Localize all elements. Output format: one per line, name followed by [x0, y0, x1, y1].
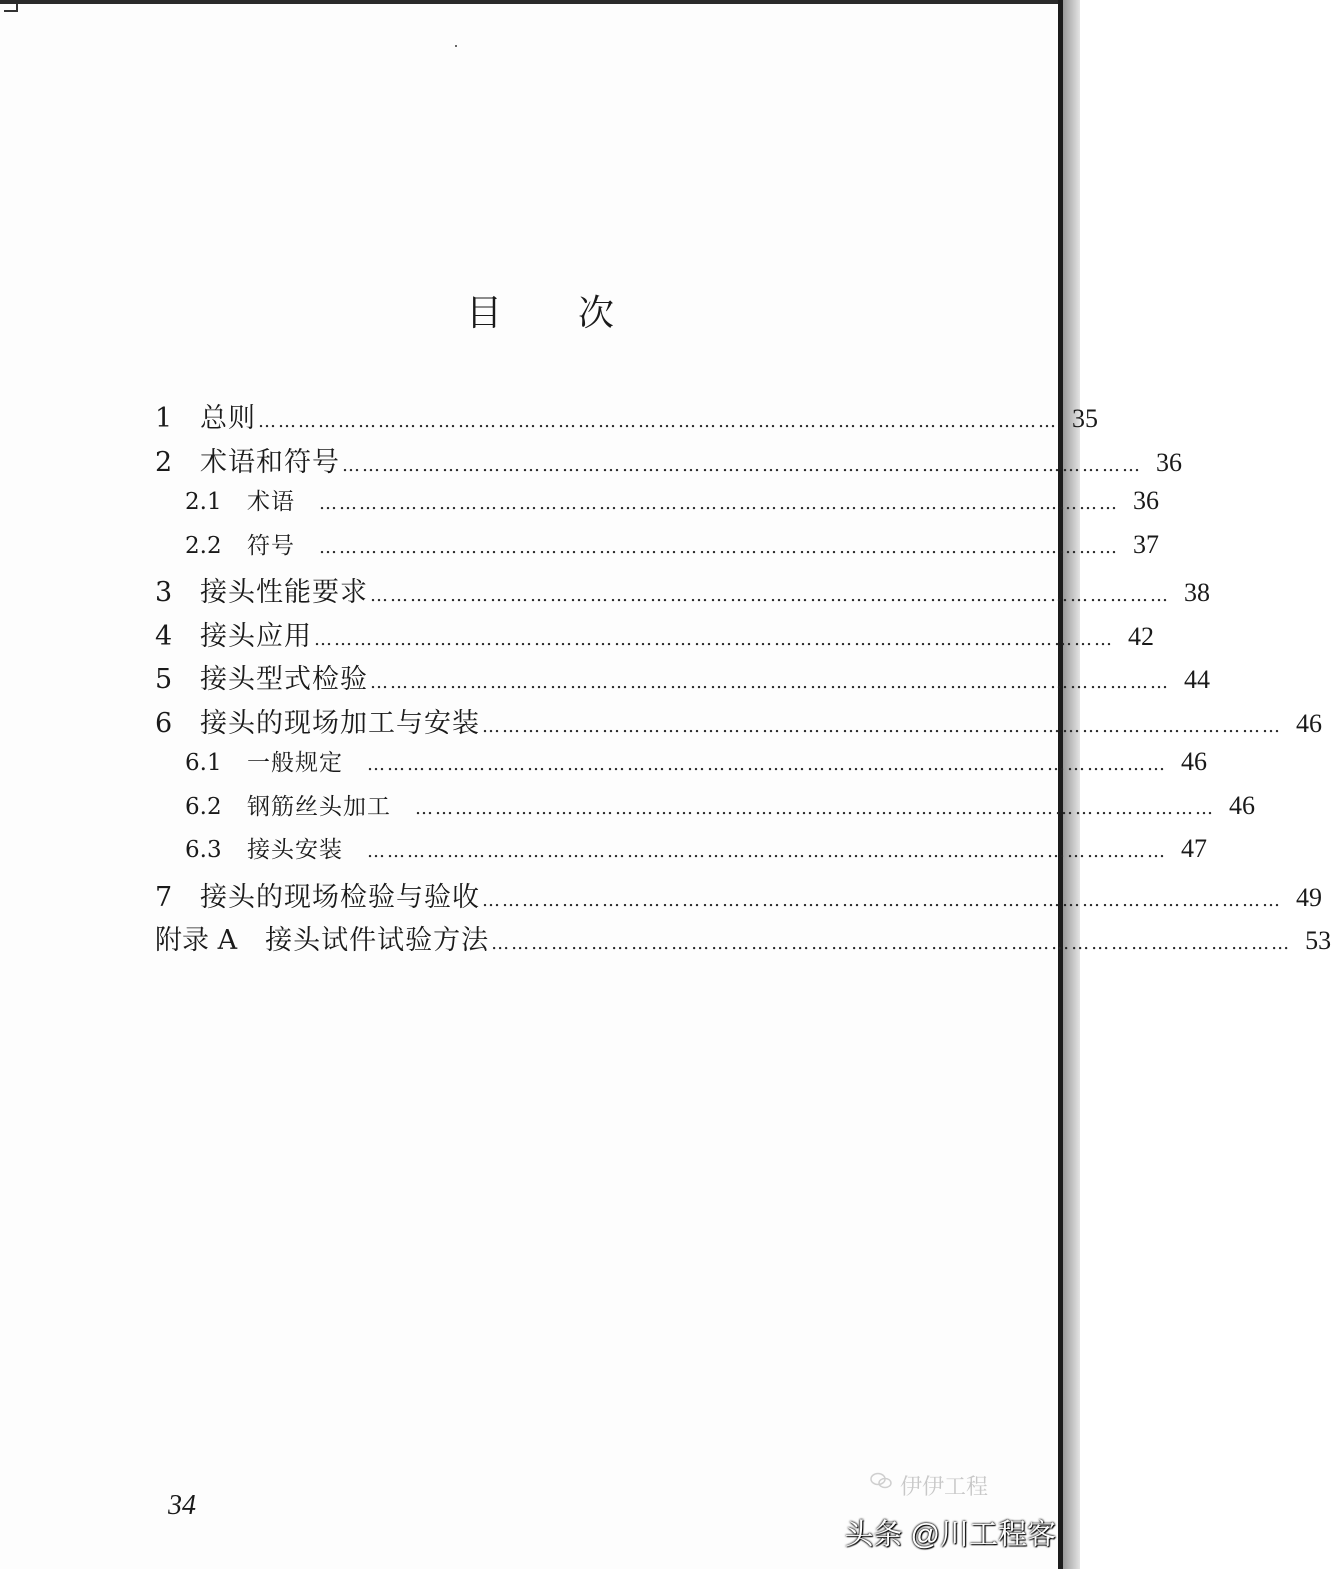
toc-page-number: 46	[1229, 790, 1255, 820]
toc-entry-title: 接头试件试验方法	[265, 925, 490, 956]
toc-entry-number: 6.1	[185, 750, 222, 776]
toc-page-number: 38	[1184, 578, 1210, 607]
page-title: 目次	[465, 293, 690, 334]
toc-entry-number: 2	[155, 446, 173, 478]
toc-page-number: 46	[1181, 747, 1207, 776]
toc-entry-number: 7	[155, 881, 173, 913]
toc-page-number: 35	[1072, 404, 1098, 433]
page-number: 34	[168, 1490, 196, 1521]
toc-entry-title: 术语	[247, 489, 295, 515]
toc-page-number: 46	[1296, 708, 1322, 738]
toc-dot-leader: …………………………………………………………………………………………………………	[314, 628, 1114, 650]
toc-entry-title: 接头型式检验	[200, 664, 368, 695]
toc-page-number: 36	[1156, 447, 1182, 477]
toc-dot-leader: …………………………………………………………………………………………………………	[342, 454, 1142, 476]
toc-dot-leader: …………………………………………………………………………………………………………	[258, 411, 1058, 432]
toc-dot-leader: …………………………………………………………………………………………………………	[491, 933, 1292, 954]
toc-dot-leader: …………………………………………………………………………………………………………	[370, 585, 1170, 606]
toc-subentry[interactable]	[155, 744, 1207, 788]
toc-entry-number: 2.1	[185, 489, 222, 515]
toc-entry-title: 接头的现场加工与安装	[200, 707, 480, 739]
toc-dot-leader: …………………………………………………………………………………………………………	[482, 715, 1282, 737]
scan-top-edge	[0, 0, 1058, 4]
toc-entry-title: 钢筋丝头加工	[247, 793, 391, 820]
toc-dot-leader: …………………………………………………………………………………………………………	[370, 672, 1170, 693]
scan-right-shadow	[1063, 0, 1080, 1569]
table-of-contents	[155, 396, 1331, 962]
toc-dot-leader: …………………………………………………………………………………………………………	[319, 536, 1119, 558]
toc-entry[interactable]	[155, 570, 1210, 614]
toc-entry-number: 2.2	[185, 532, 222, 559]
toc-entry-number: 4	[155, 620, 173, 652]
toc-entry-number: 6.3	[185, 837, 222, 863]
toc-entry-number: 5	[155, 664, 173, 695]
toc-entry[interactable]	[155, 875, 1322, 919]
toc-entry-title: 接头的现场检验与验收	[200, 881, 480, 913]
toc-entry-number: 6	[155, 707, 173, 739]
toc-entry-number: 附录 A	[155, 925, 238, 956]
toc-page-number: 47	[1181, 834, 1207, 863]
toc-entry-title: 接头应用	[200, 620, 312, 652]
crop-corner-mark	[4, 4, 18, 12]
toc-entry-title: 接头性能要求	[200, 577, 368, 608]
toc-entry-title: 总则	[200, 403, 256, 434]
toc-entry-title: 一般规定	[247, 750, 343, 776]
toc-entry[interactable]	[155, 657, 1210, 701]
toc-entry[interactable]	[155, 918, 1331, 962]
toc-subentry[interactable]	[155, 483, 1159, 527]
toc-dot-leader: …………………………………………………………………………………………………………	[319, 493, 1119, 514]
toc-page-number: 49	[1296, 882, 1322, 912]
toc-dot-leader: …………………………………………………………………………………………………………	[415, 797, 1215, 819]
toc-subentry[interactable]	[155, 527, 1159, 571]
toc-entry[interactable]	[155, 614, 1154, 658]
watermark-text: 伊伊工程	[900, 1474, 989, 1499]
toc-subentry[interactable]	[155, 788, 1255, 832]
wechat-icon	[870, 1472, 892, 1490]
toc-subentry[interactable]	[155, 831, 1207, 875]
toc-entry-title: 接头安装	[247, 837, 343, 863]
toc-entry[interactable]	[155, 396, 1098, 440]
toc-entry-number: 3	[155, 577, 173, 608]
toc-entry[interactable]	[155, 440, 1182, 484]
toc-page-number: 53	[1305, 926, 1331, 955]
toc-dot-leader: …………………………………………………………………………………………………………	[482, 889, 1282, 911]
toc-page-number: 37	[1133, 529, 1159, 559]
toc-dot-leader: …………………………………………………………………………………………………………	[367, 841, 1167, 862]
toc-page-number: 42	[1128, 621, 1154, 651]
toc-page-number: 36	[1133, 486, 1159, 515]
toc-entry[interactable]	[155, 701, 1322, 745]
source-credit: 头条 @川工程客	[844, 1519, 1056, 1551]
toc-entry-title: 术语和符号	[200, 446, 340, 478]
toc-entry-title: 符号	[247, 532, 295, 559]
toc-dot-leader: …………………………………………………………………………………………………………	[367, 754, 1167, 775]
scan-speck	[455, 45, 457, 47]
toc-page-number: 44	[1184, 665, 1210, 694]
toc-entry-number: 6.2	[185, 793, 222, 820]
toc-entry-number: 1	[155, 403, 173, 434]
